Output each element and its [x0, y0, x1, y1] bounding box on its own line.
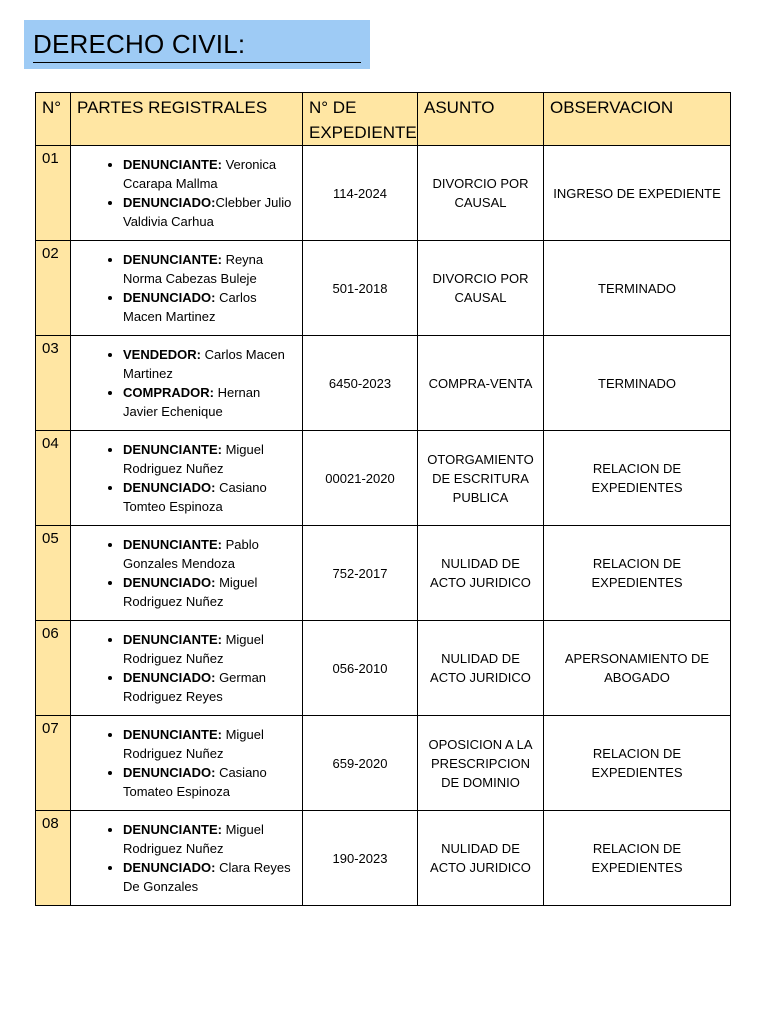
file-number-cell: 6450-2023 — [303, 336, 418, 431]
parties-list — [71, 345, 302, 421]
party-name: Veronica Ccarapa Mallma — [123, 157, 277, 191]
table-header-row — [36, 93, 731, 146]
row-number: 08 — [36, 811, 71, 906]
subject-cell: OPOSICION A LA PRESCRIPCION DE DOMINIO — [418, 716, 544, 811]
party-item — [123, 725, 296, 763]
party-role: DENUNCIANTE: — [123, 157, 222, 172]
parties-list — [71, 820, 302, 896]
party-role: DENUNCIADO: — [123, 765, 216, 780]
file-number-cell: 056-2010 — [303, 621, 418, 716]
row-number: 05 — [36, 526, 71, 621]
file-number-cell: 190-2023 — [303, 811, 418, 906]
column-header-file-number: N° DE EXPEDIENTE — [303, 93, 418, 146]
party-name: Hernan Javier Echenique — [123, 385, 261, 419]
column-header-number: N° — [36, 93, 71, 146]
party-item — [123, 155, 296, 193]
subject-cell: NULIDAD DE ACTO JURIDICO — [418, 621, 544, 716]
table-row — [36, 716, 731, 811]
party-name: German Rodriguez Reyes — [123, 670, 267, 704]
party-role: DENUNCIANTE: — [123, 632, 222, 647]
table-row — [36, 621, 731, 716]
file-number-cell: 00021-2020 — [303, 431, 418, 526]
party-item — [123, 478, 296, 516]
row-number: 02 — [36, 241, 71, 336]
observation-cell: RELACION DE EXPEDIENTES — [544, 811, 731, 906]
parties-cell — [71, 526, 303, 621]
table-row — [36, 241, 731, 336]
subject-cell: COMPRA-VENTA — [418, 336, 544, 431]
subject-cell: DIVORCIO POR CAUSAL — [418, 241, 544, 336]
observation-cell: TERMINADO — [544, 241, 731, 336]
party-role: DENUNCIADO: — [123, 290, 216, 305]
party-role: VENDEDOR: — [123, 347, 202, 362]
file-number-cell: 114-2024 — [303, 146, 418, 241]
party-name: Miguel Rodriguez Nuñez — [123, 442, 264, 476]
parties-cell — [71, 431, 303, 526]
party-name: Miguel Rodriguez Nuñez — [123, 632, 264, 666]
parties-list — [71, 725, 302, 801]
observation-cell: APERSONAMIENTO DE ABOGADO — [544, 621, 731, 716]
parties-list — [71, 440, 302, 516]
party-item — [123, 763, 296, 801]
parties-list — [71, 630, 302, 706]
column-header-observation: OBSERVACION — [544, 93, 731, 146]
party-item — [123, 440, 296, 478]
parties-cell — [71, 241, 303, 336]
party-role: DENUNCIANTE: — [123, 442, 222, 457]
registry-table — [35, 92, 731, 906]
subject-cell: NULIDAD DE ACTO JURIDICO — [418, 526, 544, 621]
party-role: DENUNCIADO: — [123, 575, 216, 590]
observation-cell: RELACION DE EXPEDIENTES — [544, 716, 731, 811]
parties-cell — [71, 336, 303, 431]
column-header-parties: PARTES REGISTRALES — [71, 93, 303, 146]
table-row — [36, 431, 731, 526]
observation-cell: TERMINADO — [544, 336, 731, 431]
row-number: 03 — [36, 336, 71, 431]
table-row — [36, 146, 731, 241]
party-name: Casiano Tomteo Espinoza — [123, 480, 267, 514]
subject-cell: OTORGAMIENTO DE ESCRITURA PUBLICA — [418, 431, 544, 526]
party-name: Reyna Norma Cabezas Buleje — [123, 252, 264, 286]
file-number-cell: 501-2018 — [303, 241, 418, 336]
party-role: DENUNCIANTE: — [123, 252, 222, 267]
parties-list — [71, 250, 302, 326]
party-item — [123, 858, 296, 896]
party-item — [123, 288, 296, 326]
subject-cell: NULIDAD DE ACTO JURIDICO — [418, 811, 544, 906]
party-item — [123, 630, 296, 668]
table-row — [36, 811, 731, 906]
party-item — [123, 573, 296, 611]
observation-cell: RELACION DE EXPEDIENTES — [544, 526, 731, 621]
file-number-cell: 659-2020 — [303, 716, 418, 811]
parties-cell — [71, 146, 303, 241]
party-item — [123, 250, 296, 288]
party-name: Clara Reyes De Gonzales — [123, 860, 291, 894]
row-number: 06 — [36, 621, 71, 716]
parties-list — [71, 155, 302, 231]
party-item — [123, 820, 296, 858]
title-underline — [33, 62, 361, 63]
party-role: DENUNCIANTE: — [123, 822, 222, 837]
parties-cell — [71, 621, 303, 716]
party-role: DENUNCIADO: — [123, 195, 216, 210]
table-body — [36, 146, 731, 906]
party-item — [123, 383, 296, 421]
row-number: 04 — [36, 431, 71, 526]
parties-cell — [71, 716, 303, 811]
page-title: DERECHO CIVIL: — [33, 29, 246, 59]
party-name: Carlos Macen Martinez — [123, 347, 285, 381]
party-name: Miguel Rodriguez Nuñez — [123, 575, 258, 609]
column-header-subject: ASUNTO — [418, 93, 544, 146]
party-name: Miguel Rodriguez Nuñez — [123, 822, 264, 856]
party-role: DENUNCIADO: — [123, 480, 216, 495]
party-name: Casiano Tomateo Espinoza — [123, 765, 267, 799]
party-item — [123, 535, 296, 573]
row-number: 07 — [36, 716, 71, 811]
file-number-cell: 752-2017 — [303, 526, 418, 621]
party-item — [123, 193, 296, 231]
parties-cell — [71, 811, 303, 906]
party-name: Clebber Julio Valdivia Carhua — [123, 195, 292, 229]
row-number: 01 — [36, 146, 71, 241]
party-role: DENUNCIANTE: — [123, 537, 222, 552]
table-row — [36, 526, 731, 621]
party-name: Carlos Macen Martinez — [123, 290, 257, 324]
title-banner — [24, 20, 370, 69]
party-role: COMPRADOR: — [123, 385, 214, 400]
observation-cell: INGRESO DE EXPEDIENTE — [544, 146, 731, 241]
party-item — [123, 345, 296, 383]
party-role: DENUNCIADO: — [123, 670, 216, 685]
party-role: DENUNCIANTE: — [123, 727, 222, 742]
party-name: Pablo Gonzales Mendoza — [123, 537, 259, 571]
party-role: DENUNCIADO: — [123, 860, 216, 875]
subject-cell: DIVORCIO POR CAUSAL — [418, 146, 544, 241]
table-row — [36, 336, 731, 431]
parties-list — [71, 535, 302, 611]
party-item — [123, 668, 296, 706]
observation-cell: RELACION DE EXPEDIENTES — [544, 431, 731, 526]
party-name: Miguel Rodriguez Nuñez — [123, 727, 264, 761]
